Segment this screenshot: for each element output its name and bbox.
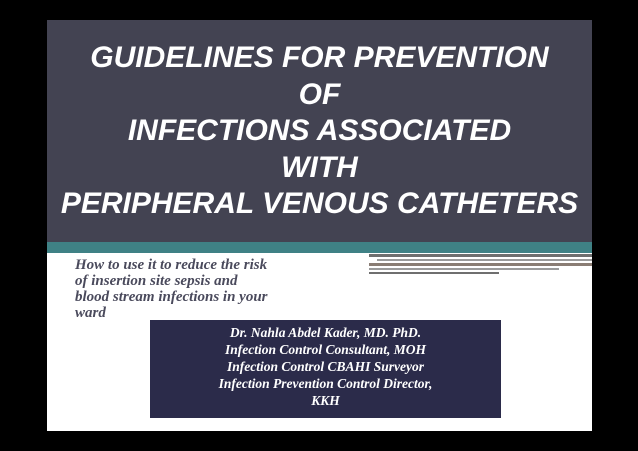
- subtitle-line: of insertion site sepsis and: [75, 273, 238, 289]
- decorative-line: [377, 259, 592, 261]
- subtitle-line: blood stream infections in your: [75, 289, 268, 305]
- author-line: KKH: [311, 393, 340, 408]
- title-line: OF: [298, 77, 341, 111]
- decorative-line: [369, 263, 592, 266]
- title-line: GUIDELINES FOR PREVENTION: [90, 41, 549, 74]
- title-line: PERIPHERAL VENOUS CATHETERS: [60, 187, 579, 220]
- slide-title: [47, 40, 592, 223]
- subtitle-line: ward: [75, 305, 106, 321]
- author-line: Infection Control CBAHI Surveyor: [227, 359, 424, 374]
- title-band: [47, 20, 592, 242]
- decorative-line: [369, 254, 592, 257]
- teal-divider-band: [47, 242, 592, 253]
- decorative-line: [369, 272, 499, 274]
- author-info-box: [150, 320, 501, 418]
- title-line: INFECTIONS ASSOCIATED: [127, 114, 512, 147]
- subtitle: [75, 257, 375, 321]
- author-line: Dr. Nahla Abdel Kader, MD. PhD.: [229, 325, 422, 340]
- author-line: Infection Control Consultant, MOH: [224, 342, 427, 357]
- subtitle-line: How to use it to reduce the risk: [75, 257, 268, 273]
- slide: [47, 20, 592, 431]
- author-line: Infection Prevention Control Director,: [218, 376, 433, 391]
- title-line: WITH: [281, 150, 358, 184]
- decorative-line: [369, 268, 559, 270]
